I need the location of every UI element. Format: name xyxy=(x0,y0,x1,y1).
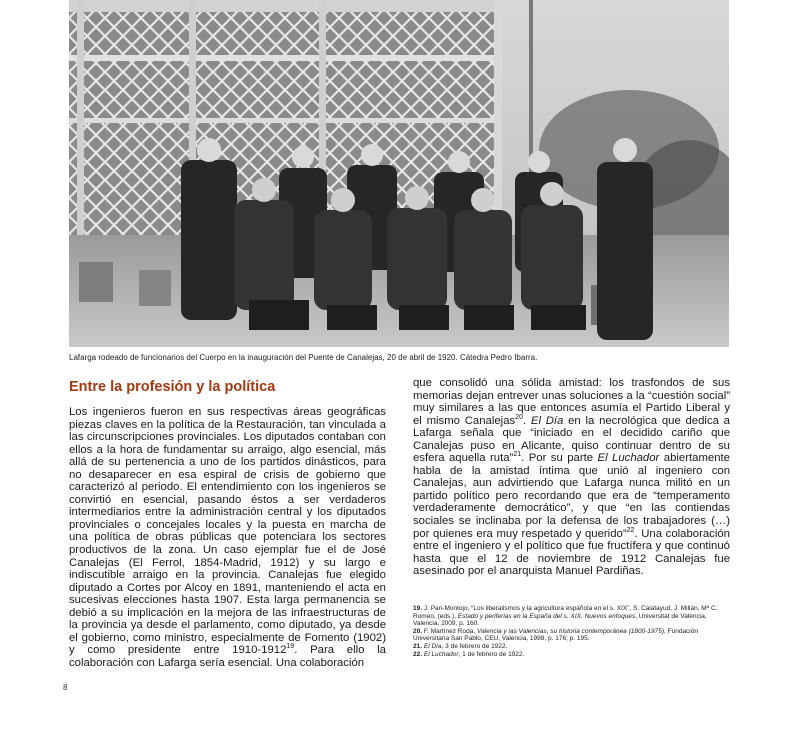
footnote-ref: 19 xyxy=(286,643,295,651)
footnote-ref: 22 xyxy=(626,526,635,534)
footnote xyxy=(413,651,730,659)
footnote-text: J. Pan-Montojo, “Los liberalismos y la agricultura española en el s. XIX”, S. Calatayud, J. Millán, Mª C. Romeo, (eds.), xyxy=(413,605,718,620)
footnote-text: F. Martínez Roda, xyxy=(422,627,477,635)
footnote-text: , Fundación Universitaria San Pablo, CEU, Valencia, 1998, p. 176; p. 195. xyxy=(413,627,698,643)
paragraph xyxy=(69,406,386,669)
page-number: 8 xyxy=(63,683,68,692)
body-text-left-column xyxy=(69,406,386,669)
footnote xyxy=(413,643,730,651)
footnote-number: 22. xyxy=(413,650,423,658)
footnote-ref: 20 xyxy=(515,413,523,421)
footnote-number: 19. xyxy=(413,605,423,612)
footnote-number: 20. xyxy=(413,627,423,635)
footnote-title: Estado y periferias en la España del s. XIX. Nuevos enfoques xyxy=(457,612,636,620)
text-run: . Para ello la colaboración con Lafarga sería esencial. Una colaboración xyxy=(69,644,386,669)
footnotes xyxy=(413,605,730,658)
photo-caption: Lafarga rodeado de funcionarios del Cuerpo en la inauguración del Puente de Canalejas, 20 de abril de 1920. Cátedra Pedro Ibarra. xyxy=(69,353,538,362)
text-run: . xyxy=(522,414,531,427)
footnote xyxy=(413,628,730,643)
footnote-number: 21. xyxy=(413,642,423,650)
footnote-text: , 1 de febrero de 1922. xyxy=(458,650,525,658)
footnote xyxy=(413,605,730,628)
newspaper-title: El Luchador xyxy=(597,452,660,465)
footnote-ref: 21 xyxy=(513,451,522,459)
footnote-title: El Luchador xyxy=(423,650,459,658)
text-run: Los ingenieros fueron en sus respectivas áreas geográficas piezas claves en la política de la Restauración, tan vinculada a las circunscripciones provinciales. Los diputados contaban con ellos a la hora de fundamentar su arraigo, algo esencial, más allá de su pertenencia a uno de los partidos dinásticos, para no desaparecer en esa espiral de crisis de gobierno que caracterizó al periodo. El entendimiento con los ingenieros se convirtió en esencial, pasando éstos a ser verdaderos intermediarios entre la administración central y los diputados provinciales o concejales locales y la puesta en marcha de una política de obras públicas que potenciara los sectores productivos de la zona. Un caso ejemplar fue el de José Canalejas (El Ferrol, 1854-Madrid, 1912) y su largo e indiscutible arraigo en la provincia. Canalejas fue elegido diputado a Cortes por Alcoy en 1891, manteniendo el acta en sucesivas elecciones hasta 1907. Esta larga permanencia se debió a su implicación en la mejora de las infraestructuras de la provincia ya desde el parlamento, como diputado, ya desde el gobierno, como ministro, especialmente de Fomento (1902) y como presidente entre 1910-1912 xyxy=(69,406,386,657)
text-run: que consolidó una sólida amistad: los trasfondos de sus memorias dejan entrever unas soluciones a la “cuestión social” muy similares a las que entonces asumía el Partido Liberal y el mismo Canalejas xyxy=(413,377,730,427)
footnote-text: , Universitat de València, Valencia, 2009, p. 160. xyxy=(413,612,707,628)
section-title: Entre la profesión y la política xyxy=(69,379,276,395)
historical-photo xyxy=(69,0,729,347)
footnote-title: El Día xyxy=(423,642,442,650)
text-run: . Una colaboración entre el ingeniero y el político que fue fructífera y que continuó hasta que el 12 de noviembre de 1912 Canalejas fue asesinado por el anarquista Manuel Pardiñas. xyxy=(413,527,730,578)
text-run: . Por su parte xyxy=(521,452,598,465)
text-run: en la necrológica que dedica a Lafarga señala que “iniciado en el decidido cariño que Canalejas puso en Alicante, quiso continuar dentro de su esfera aquella ruta” xyxy=(413,414,730,465)
newspaper-title: El Día xyxy=(530,414,564,427)
body-text-right-column xyxy=(413,377,730,578)
paragraph xyxy=(413,377,730,578)
footnote-text: , 3 de febrero de 1922. xyxy=(441,642,508,650)
text-run: abiertamente habla de la amistad íntima que unió al ingeniero con Canalejas, aun advirtiendo que Lafarga nunca militó en un partido político pero recordando que era de “temperamento verdaderamente democrático”, y que “en las contiendas sociales se inclinaba por la defensa de los trabajadores (…) por quienes era muy respetado y querido” xyxy=(413,452,730,540)
footnote-title: Valencia y las Valencias, su historia contemporánea (1800-1975) xyxy=(476,627,665,635)
